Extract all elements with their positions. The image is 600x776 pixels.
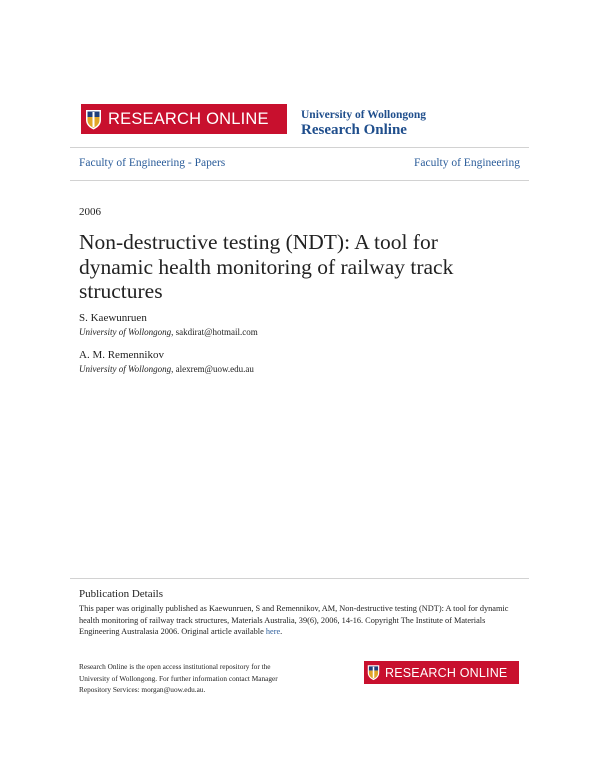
publication-divider: [70, 578, 529, 579]
footer-research-online-logo[interactable]: [364, 661, 519, 684]
uow-research-online-logo[interactable]: [301, 109, 426, 139]
footer-banner-text: RESEARCH ONLINE: [385, 665, 508, 680]
repository-info-text: Research Online is the open access institutional repository for the University of Wollongong. For further information contact Manager Repository Services: morgan@uow.edu.au.: [79, 662, 278, 694]
citation-end: .: [280, 627, 283, 637]
research-online-name: Research Online: [301, 122, 407, 138]
publication-details-heading: Publication Details: [79, 588, 164, 600]
uow-crest-icon: [367, 664, 380, 681]
uow-name: University of Wollongong: [301, 109, 427, 121]
author-name: S. Kaewunruen: [79, 312, 147, 324]
author-name: A. M. Remennikov: [79, 349, 164, 361]
faculty-link[interactable]: Faculty of Engineering: [413, 157, 520, 169]
nav-divider: [70, 180, 529, 181]
publication-year: 2006: [79, 206, 101, 218]
affiliation-name: University of Wollongong: [79, 327, 172, 337]
author-email: , alexrem@uow.edu.au: [171, 364, 254, 374]
publication-citation: This paper was originally published as Kaewunruen, S and Remennikov, AM, Non-destructive testing (NDT): A tool for dynamic health monitoring of railway track structures, Materials Australia, 39(6), 2006, 14-16. Copyright The Institute of Materials Engineering Australasia 2006. Original article available: [79, 604, 509, 637]
author-affiliation: [79, 364, 254, 374]
paper-title: Non-destructive testing (NDT): A tool for dynamic health monitoring of railway track structures: [79, 230, 454, 303]
header-divider: [70, 147, 529, 148]
banner-text: RESEARCH ONLINE: [108, 109, 269, 128]
faculty-papers-link[interactable]: Faculty of Engineering - Papers: [79, 157, 226, 169]
affiliation-name: University of Wollongong: [79, 364, 172, 374]
uow-crest-icon: [85, 109, 102, 130]
author-email: , sakdirat@hotmail.com: [171, 327, 258, 337]
publication-details-text: [79, 603, 519, 638]
research-online-logo[interactable]: [81, 104, 287, 134]
original-article-link[interactable]: here: [265, 627, 281, 637]
author-affiliation: [79, 327, 258, 337]
